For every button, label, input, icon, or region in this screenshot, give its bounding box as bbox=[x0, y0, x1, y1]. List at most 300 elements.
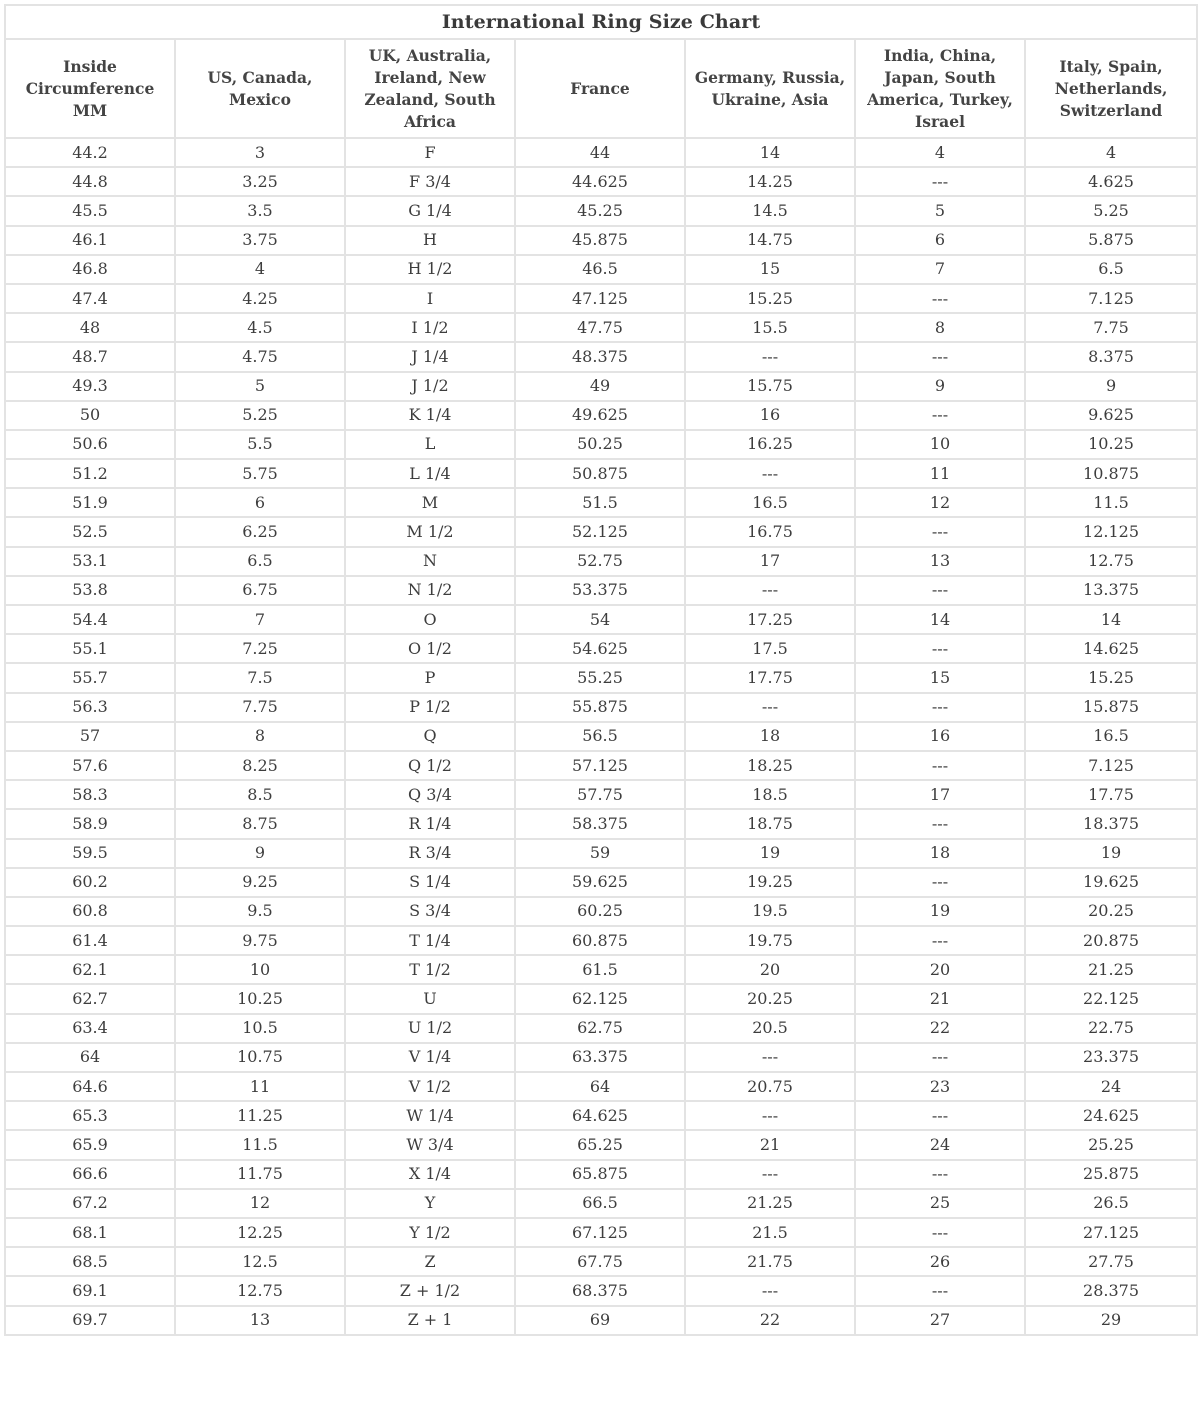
table-cell: U 1/2 bbox=[345, 1014, 515, 1043]
table-cell: 68.375 bbox=[515, 1276, 685, 1305]
table-row bbox=[5, 955, 1197, 984]
table-cell: 62.7 bbox=[5, 984, 175, 1013]
table-cell: 3.25 bbox=[175, 167, 345, 196]
table-cell: 65.3 bbox=[5, 1101, 175, 1130]
table-cell: 9.25 bbox=[175, 868, 345, 897]
table-cell: 6.25 bbox=[175, 517, 345, 546]
table-cell: P 1/2 bbox=[345, 693, 515, 722]
table-cell: 64.625 bbox=[515, 1101, 685, 1130]
table-row bbox=[5, 605, 1197, 634]
table-cell: 19 bbox=[685, 839, 855, 868]
table-cell: 5.25 bbox=[175, 401, 345, 430]
table-cell: 3.75 bbox=[175, 226, 345, 255]
table-row bbox=[5, 1276, 1197, 1305]
table-cell: --- bbox=[685, 1043, 855, 1072]
table-cell: 26.5 bbox=[1025, 1189, 1197, 1218]
table-cell: 17 bbox=[855, 780, 1025, 809]
table-cell: F 3/4 bbox=[345, 167, 515, 196]
table-cell: 68.1 bbox=[5, 1218, 175, 1247]
table-cell: 60.25 bbox=[515, 897, 685, 926]
table-cell: 16 bbox=[855, 722, 1025, 751]
table-cell: 11 bbox=[175, 1072, 345, 1101]
table-row bbox=[5, 839, 1197, 868]
table-cell: Q 3/4 bbox=[345, 780, 515, 809]
table-cell: --- bbox=[855, 1101, 1025, 1130]
table-cell: 14.75 bbox=[685, 226, 855, 255]
table-cell: 47.4 bbox=[5, 284, 175, 313]
table-cell: V 1/2 bbox=[345, 1072, 515, 1101]
table-cell: 51.5 bbox=[515, 488, 685, 517]
table-cell: 13 bbox=[855, 547, 1025, 576]
table-cell: 7 bbox=[175, 605, 345, 634]
table-cell: --- bbox=[855, 401, 1025, 430]
table-cell: 13.375 bbox=[1025, 576, 1197, 605]
table-cell: 15.5 bbox=[685, 313, 855, 342]
table-cell: 55.25 bbox=[515, 663, 685, 692]
table-cell: 49 bbox=[515, 372, 685, 401]
table-cell: 10.75 bbox=[175, 1043, 345, 1072]
table-cell: 56.5 bbox=[515, 722, 685, 751]
table-cell: 54.4 bbox=[5, 605, 175, 634]
table-cell: 12 bbox=[175, 1189, 345, 1218]
table-cell: 16.25 bbox=[685, 430, 855, 459]
table-cell: --- bbox=[855, 1276, 1025, 1305]
table-cell: 8.375 bbox=[1025, 342, 1197, 371]
table-cell: 6.5 bbox=[175, 547, 345, 576]
table-cell: --- bbox=[855, 576, 1025, 605]
table-cell: 18 bbox=[855, 839, 1025, 868]
table-cell: F bbox=[345, 138, 515, 167]
table-row bbox=[5, 693, 1197, 722]
table-row bbox=[5, 663, 1197, 692]
table-cell: 17.75 bbox=[685, 663, 855, 692]
table-row bbox=[5, 634, 1197, 663]
table-cell: R 1/4 bbox=[345, 809, 515, 838]
table-cell: 9.5 bbox=[175, 897, 345, 926]
table-cell: R 3/4 bbox=[345, 839, 515, 868]
table-cell: 11.5 bbox=[175, 1130, 345, 1159]
table-cell: 6 bbox=[175, 488, 345, 517]
header-row bbox=[5, 39, 1197, 138]
table-cell: 4.75 bbox=[175, 342, 345, 371]
table-cell: 4.625 bbox=[1025, 167, 1197, 196]
table-cell: 49.625 bbox=[515, 401, 685, 430]
table-cell: 26 bbox=[855, 1247, 1025, 1276]
table-cell: G 1/4 bbox=[345, 196, 515, 225]
table-cell: 9 bbox=[175, 839, 345, 868]
table-cell: X 1/4 bbox=[345, 1160, 515, 1189]
table-cell: 17 bbox=[685, 547, 855, 576]
table-row bbox=[5, 372, 1197, 401]
table-cell: 52.5 bbox=[5, 517, 175, 546]
table-cell: 14 bbox=[685, 138, 855, 167]
table-cell: 12.75 bbox=[1025, 547, 1197, 576]
table-cell: 19.75 bbox=[685, 926, 855, 955]
table-cell: 12.75 bbox=[175, 1276, 345, 1305]
table-cell: 12.5 bbox=[175, 1247, 345, 1276]
table-row bbox=[5, 926, 1197, 955]
table-cell: --- bbox=[855, 926, 1025, 955]
table-cell: T 1/2 bbox=[345, 955, 515, 984]
table-cell: 44.8 bbox=[5, 167, 175, 196]
table-cell: --- bbox=[685, 693, 855, 722]
table-cell: 25.25 bbox=[1025, 1130, 1197, 1159]
table-cell: 64 bbox=[515, 1072, 685, 1101]
table-row bbox=[5, 342, 1197, 371]
table-row bbox=[5, 1189, 1197, 1218]
table-cell: --- bbox=[685, 576, 855, 605]
table-cell: 10.875 bbox=[1025, 459, 1197, 488]
table-cell: O bbox=[345, 605, 515, 634]
table-cell: 8.5 bbox=[175, 780, 345, 809]
table-cell: K 1/4 bbox=[345, 401, 515, 430]
table-cell: 7.75 bbox=[1025, 313, 1197, 342]
table-cell: 48.7 bbox=[5, 342, 175, 371]
table-cell: J 1/2 bbox=[345, 372, 515, 401]
table-cell: 14 bbox=[855, 605, 1025, 634]
table-cell: 11.25 bbox=[175, 1101, 345, 1130]
column-header: Germany, Russia, Ukraine, Asia bbox=[685, 39, 855, 138]
table-row bbox=[5, 1218, 1197, 1247]
table-cell: 11.5 bbox=[1025, 488, 1197, 517]
table-cell: 46.8 bbox=[5, 255, 175, 284]
column-header: UK, Australia, Ireland, New Zealand, South Africa bbox=[345, 39, 515, 138]
table-cell: 21.5 bbox=[685, 1218, 855, 1247]
table-cell: Q bbox=[345, 722, 515, 751]
table-cell: 58.3 bbox=[5, 780, 175, 809]
table-cell: 57.6 bbox=[5, 751, 175, 780]
table-row bbox=[5, 167, 1197, 196]
table-cell: 52.125 bbox=[515, 517, 685, 546]
table-cell: N 1/2 bbox=[345, 576, 515, 605]
table-row bbox=[5, 1130, 1197, 1159]
table-cell: 4 bbox=[855, 138, 1025, 167]
table-cell: 27.75 bbox=[1025, 1247, 1197, 1276]
table-cell: 65.25 bbox=[515, 1130, 685, 1159]
table-cell: 13 bbox=[175, 1306, 345, 1335]
table-row bbox=[5, 576, 1197, 605]
table-cell: 14.625 bbox=[1025, 634, 1197, 663]
table-cell: 52.75 bbox=[515, 547, 685, 576]
table-cell: 12 bbox=[855, 488, 1025, 517]
table-cell: 65.9 bbox=[5, 1130, 175, 1159]
table-cell: 46.1 bbox=[5, 226, 175, 255]
table-row bbox=[5, 1072, 1197, 1101]
table-cell: 22 bbox=[855, 1014, 1025, 1043]
table-cell: 8.75 bbox=[175, 809, 345, 838]
table-cell: P bbox=[345, 663, 515, 692]
table-cell: 62.125 bbox=[515, 984, 685, 1013]
table-cell: 7.125 bbox=[1025, 284, 1197, 313]
table-cell: 9 bbox=[855, 372, 1025, 401]
table-cell: 21 bbox=[685, 1130, 855, 1159]
table-cell: 53.375 bbox=[515, 576, 685, 605]
column-header: US, Canada, Mexico bbox=[175, 39, 345, 138]
table-cell: --- bbox=[855, 167, 1025, 196]
table-cell: 21.25 bbox=[1025, 955, 1197, 984]
table-cell: Q 1/2 bbox=[345, 751, 515, 780]
table-cell: Z bbox=[345, 1247, 515, 1276]
table-cell: --- bbox=[855, 284, 1025, 313]
table-cell: 16.75 bbox=[685, 517, 855, 546]
ring-size-table bbox=[4, 4, 1198, 1336]
table-row bbox=[5, 196, 1197, 225]
table-cell: 8 bbox=[175, 722, 345, 751]
table-cell: 60.2 bbox=[5, 868, 175, 897]
table-cell: 12.125 bbox=[1025, 517, 1197, 546]
table-cell: 65.875 bbox=[515, 1160, 685, 1189]
table-cell: 56.3 bbox=[5, 693, 175, 722]
table-cell: --- bbox=[855, 517, 1025, 546]
table-cell: 21 bbox=[855, 984, 1025, 1013]
table-cell: 53.8 bbox=[5, 576, 175, 605]
table-cell: 22 bbox=[685, 1306, 855, 1335]
table-cell: 11 bbox=[855, 459, 1025, 488]
column-header: India, China, Japan, South America, Turkey, Israel bbox=[855, 39, 1025, 138]
table-cell: 8.25 bbox=[175, 751, 345, 780]
table-cell: 51.9 bbox=[5, 488, 175, 517]
table-cell: 67.125 bbox=[515, 1218, 685, 1247]
table-cell: 19 bbox=[1025, 839, 1197, 868]
table-cell: 45.875 bbox=[515, 226, 685, 255]
table-row bbox=[5, 1306, 1197, 1335]
table-cell: 9 bbox=[1025, 372, 1197, 401]
table-cell: 67.75 bbox=[515, 1247, 685, 1276]
table-cell: L 1/4 bbox=[345, 459, 515, 488]
table-cell: 46.5 bbox=[515, 255, 685, 284]
table-cell: 15 bbox=[685, 255, 855, 284]
table-cell: H bbox=[345, 226, 515, 255]
table-cell: --- bbox=[685, 342, 855, 371]
table-row bbox=[5, 401, 1197, 430]
table-cell: 28.375 bbox=[1025, 1276, 1197, 1305]
table-cell: 14 bbox=[1025, 605, 1197, 634]
table-cell: 5.75 bbox=[175, 459, 345, 488]
table-cell: 59.625 bbox=[515, 868, 685, 897]
table-cell: 15 bbox=[855, 663, 1025, 692]
table-cell: 54.625 bbox=[515, 634, 685, 663]
table-cell: 19.5 bbox=[685, 897, 855, 926]
table-cell: 61.5 bbox=[515, 955, 685, 984]
table-cell: 44.2 bbox=[5, 138, 175, 167]
table-cell: 17.75 bbox=[1025, 780, 1197, 809]
table-cell: 4.5 bbox=[175, 313, 345, 342]
table-cell: 14.5 bbox=[685, 196, 855, 225]
table-cell: 58.9 bbox=[5, 809, 175, 838]
table-cell: 10.5 bbox=[175, 1014, 345, 1043]
table-cell: T 1/4 bbox=[345, 926, 515, 955]
table-cell: 66.6 bbox=[5, 1160, 175, 1189]
table-cell: 66.5 bbox=[515, 1189, 685, 1218]
table-cell: 10.25 bbox=[175, 984, 345, 1013]
table-cell: 24 bbox=[855, 1130, 1025, 1159]
table-cell: 62.75 bbox=[515, 1014, 685, 1043]
table-cell: S 1/4 bbox=[345, 868, 515, 897]
table-cell: --- bbox=[855, 693, 1025, 722]
table-cell: 15.25 bbox=[1025, 663, 1197, 692]
table-cell: 25.875 bbox=[1025, 1160, 1197, 1189]
table-cell: 54 bbox=[515, 605, 685, 634]
table-cell: --- bbox=[855, 751, 1025, 780]
table-cell: 22.125 bbox=[1025, 984, 1197, 1013]
table-cell: 5.875 bbox=[1025, 226, 1197, 255]
table-cell: 18 bbox=[685, 722, 855, 751]
table-cell: 44.625 bbox=[515, 167, 685, 196]
table-cell: N bbox=[345, 547, 515, 576]
table-row bbox=[5, 1247, 1197, 1276]
table-cell: 18.5 bbox=[685, 780, 855, 809]
table-cell: --- bbox=[685, 459, 855, 488]
table-cell: 64 bbox=[5, 1043, 175, 1072]
table-cell: 51.2 bbox=[5, 459, 175, 488]
table-cell: 24.625 bbox=[1025, 1101, 1197, 1130]
table-cell: 10.25 bbox=[1025, 430, 1197, 459]
table-cell: 48.375 bbox=[515, 342, 685, 371]
table-cell: 58.375 bbox=[515, 809, 685, 838]
table-cell: Z + 1 bbox=[345, 1306, 515, 1335]
table-cell: 47.125 bbox=[515, 284, 685, 313]
column-header: Inside Circumference MM bbox=[5, 39, 175, 138]
table-cell: L bbox=[345, 430, 515, 459]
table-cell: 23 bbox=[855, 1072, 1025, 1101]
table-cell: 62.1 bbox=[5, 955, 175, 984]
table-cell: 45.25 bbox=[515, 196, 685, 225]
table-cell: 18.75 bbox=[685, 809, 855, 838]
table-cell: 20.75 bbox=[685, 1072, 855, 1101]
table-cell: 14.25 bbox=[685, 167, 855, 196]
table-cell: --- bbox=[855, 1218, 1025, 1247]
table-cell: 20.5 bbox=[685, 1014, 855, 1043]
table-cell: O 1/2 bbox=[345, 634, 515, 663]
table-cell: 6 bbox=[855, 226, 1025, 255]
table-cell: 69 bbox=[515, 1306, 685, 1335]
table-cell: 9.625 bbox=[1025, 401, 1197, 430]
table-cell: S 3/4 bbox=[345, 897, 515, 926]
table-cell: 49.3 bbox=[5, 372, 175, 401]
table-cell: 55.1 bbox=[5, 634, 175, 663]
table-cell: --- bbox=[855, 1043, 1025, 1072]
table-cell: 69.1 bbox=[5, 1276, 175, 1305]
table-cell: 50.6 bbox=[5, 430, 175, 459]
table-cell: I 1/2 bbox=[345, 313, 515, 342]
table-cell: 5.25 bbox=[1025, 196, 1197, 225]
table-cell: 9.75 bbox=[175, 926, 345, 955]
table-cell: 6.5 bbox=[1025, 255, 1197, 284]
table-cell: --- bbox=[685, 1160, 855, 1189]
table-row bbox=[5, 517, 1197, 546]
table-cell: 6.75 bbox=[175, 576, 345, 605]
table-cell: 22.75 bbox=[1025, 1014, 1197, 1043]
table-row bbox=[5, 984, 1197, 1013]
table-cell: 57.75 bbox=[515, 780, 685, 809]
table-row bbox=[5, 1014, 1197, 1043]
table-row bbox=[5, 255, 1197, 284]
table-cell: 57 bbox=[5, 722, 175, 751]
table-cell: --- bbox=[855, 634, 1025, 663]
table-cell: 17.5 bbox=[685, 634, 855, 663]
table-cell: 55.875 bbox=[515, 693, 685, 722]
table-row bbox=[5, 868, 1197, 897]
table-cell: 18.375 bbox=[1025, 809, 1197, 838]
table-row bbox=[5, 284, 1197, 313]
table-cell: 50.875 bbox=[515, 459, 685, 488]
table-cell: 10 bbox=[175, 955, 345, 984]
table-row bbox=[5, 780, 1197, 809]
chart-title: International Ring Size Chart bbox=[5, 5, 1197, 39]
table-cell: 67.2 bbox=[5, 1189, 175, 1218]
table-cell: 20.875 bbox=[1025, 926, 1197, 955]
table-cell: 63.375 bbox=[515, 1043, 685, 1072]
table-cell: Z + 1/2 bbox=[345, 1276, 515, 1305]
table-cell: 50.25 bbox=[515, 430, 685, 459]
table-cell: 29 bbox=[1025, 1306, 1197, 1335]
table-cell: 15.25 bbox=[685, 284, 855, 313]
table-cell: 12.25 bbox=[175, 1218, 345, 1247]
table-cell: --- bbox=[855, 868, 1025, 897]
table-cell: Y bbox=[345, 1189, 515, 1218]
table-cell: Y 1/2 bbox=[345, 1218, 515, 1247]
table-row bbox=[5, 226, 1197, 255]
table-cell: 16.5 bbox=[685, 488, 855, 517]
table-cell: 63.4 bbox=[5, 1014, 175, 1043]
column-header: France bbox=[515, 39, 685, 138]
table-cell: 11.75 bbox=[175, 1160, 345, 1189]
table-cell: 4 bbox=[1025, 138, 1197, 167]
table-row bbox=[5, 809, 1197, 838]
table-cell: 69.7 bbox=[5, 1306, 175, 1335]
table-cell: 55.7 bbox=[5, 663, 175, 692]
table-cell: 21.75 bbox=[685, 1247, 855, 1276]
table-cell: 20.25 bbox=[1025, 897, 1197, 926]
table-cell: --- bbox=[855, 342, 1025, 371]
table-cell: 27 bbox=[855, 1306, 1025, 1335]
table-cell: 59 bbox=[515, 839, 685, 868]
table-cell: 20 bbox=[685, 955, 855, 984]
table-cell: 5 bbox=[855, 196, 1025, 225]
table-row bbox=[5, 1160, 1197, 1189]
table-row bbox=[5, 488, 1197, 517]
table-cell: 64.6 bbox=[5, 1072, 175, 1101]
table-cell: 4 bbox=[175, 255, 345, 284]
table-cell: 15.875 bbox=[1025, 693, 1197, 722]
table-cell: 27.125 bbox=[1025, 1218, 1197, 1247]
table-cell: 21.25 bbox=[685, 1189, 855, 1218]
table-cell: 68.5 bbox=[5, 1247, 175, 1276]
table-cell: I bbox=[345, 284, 515, 313]
table-cell: 23.375 bbox=[1025, 1043, 1197, 1072]
table-cell: 20.25 bbox=[685, 984, 855, 1013]
table-cell: 10 bbox=[855, 430, 1025, 459]
table-cell: 19.625 bbox=[1025, 868, 1197, 897]
table-cell: 7.5 bbox=[175, 663, 345, 692]
table-cell: M 1/2 bbox=[345, 517, 515, 546]
table-cell: 8 bbox=[855, 313, 1025, 342]
table-cell: 24 bbox=[1025, 1072, 1197, 1101]
table-cell: 5 bbox=[175, 372, 345, 401]
table-cell: --- bbox=[855, 1160, 1025, 1189]
table-cell: 44 bbox=[515, 138, 685, 167]
table-cell: 47.75 bbox=[515, 313, 685, 342]
table-row bbox=[5, 722, 1197, 751]
table-cell: 53.1 bbox=[5, 547, 175, 576]
table-row bbox=[5, 547, 1197, 576]
table-cell: 19 bbox=[855, 897, 1025, 926]
table-cell: W 1/4 bbox=[345, 1101, 515, 1130]
table-cell: --- bbox=[685, 1276, 855, 1305]
table-cell: 16 bbox=[685, 401, 855, 430]
table-cell: 25 bbox=[855, 1189, 1025, 1218]
table-cell: 59.5 bbox=[5, 839, 175, 868]
